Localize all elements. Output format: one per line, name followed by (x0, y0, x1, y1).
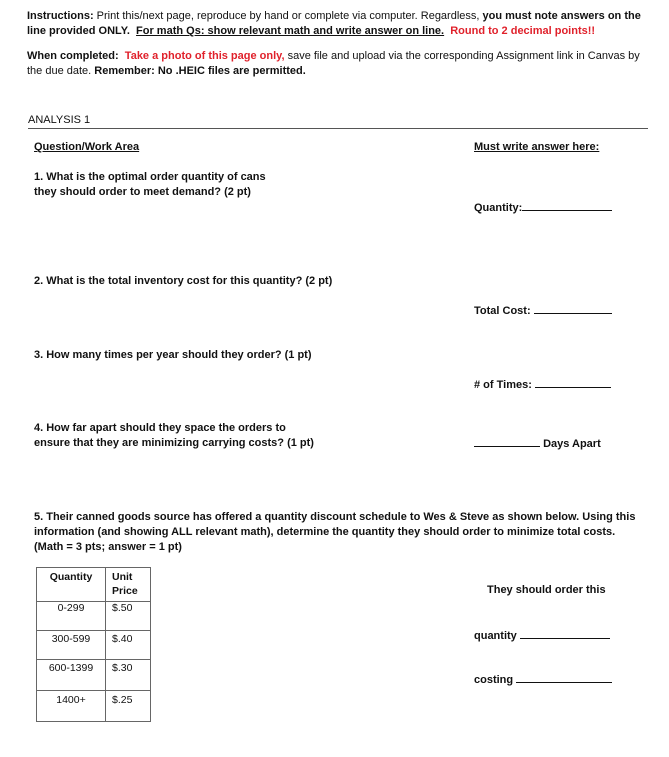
question-5-line-3: (Math = 3 pts; answer = 1 pt) (34, 541, 182, 553)
table-row (37, 660, 151, 691)
question-5-line-1: 5. Their canned goods source has offered a quantity discount schedule to Wes & Steve as shown below. Using this (34, 511, 636, 523)
table-header-row (37, 568, 151, 602)
times-label: # of Times: (474, 379, 532, 391)
quantity-cell: 300-599 (37, 631, 106, 660)
instructions-text: Print this/next page, reproduce by hand or complete via computer. Regardless, (93, 10, 483, 22)
unit-price-header (106, 568, 151, 602)
quantity-cell: 0-299 (37, 602, 106, 631)
answer-3 (474, 378, 611, 391)
days-apart-answer-line[interactable] (474, 437, 540, 447)
total-cost-label: Total Cost: (474, 305, 531, 317)
answer-area-header: Must write answer here: (474, 141, 600, 153)
answer-5-quantity-line[interactable] (520, 629, 610, 639)
question-1-line-1: 1. What is the optimal order quantity of cans (34, 171, 266, 183)
completed-text-2: the due date. (27, 65, 95, 77)
quantity-cell: 600-1399 (37, 660, 106, 691)
price-cell: $.50 (106, 602, 151, 631)
table-row (37, 691, 151, 722)
answer-5-intro: They should order this (487, 584, 606, 596)
instructions-line-2 (27, 25, 595, 37)
section-title: ANALYSIS 1 (28, 114, 91, 126)
instructions-label: Instructions: (27, 10, 94, 22)
quantity-header: Quantity (37, 568, 106, 602)
price-cell: $.40 (106, 631, 151, 660)
completed-line-2 (27, 65, 306, 77)
question-1-line-2: they should order to meet demand? (2 pt) (34, 186, 251, 198)
heic-warning: Remember: No .HEIC files are permitted. (94, 65, 306, 77)
answer-2 (474, 304, 612, 317)
section-divider (28, 128, 648, 129)
times-answer-line[interactable] (535, 378, 611, 388)
answer-4 (474, 437, 601, 450)
question-3: 3. How many times per year should they order? (1 pt) (34, 349, 312, 361)
instructions-bold: you must note answers on the (482, 10, 641, 22)
quantity-label: Quantity: (474, 202, 523, 214)
days-apart-label: Days Apart (543, 438, 601, 450)
work-area-header: Question/Work Area (34, 141, 140, 153)
rounding-instruction: Round to 2 decimal points!! (450, 25, 596, 37)
question-4-line-2: ensure that they are minimizing carrying costs? (1 pt) (34, 437, 314, 449)
answer-5-costing-line[interactable] (516, 673, 612, 683)
answer-1 (474, 201, 612, 214)
question-2: 2. What is the total inventory cost for this quantity? (2 pt) (34, 275, 333, 287)
unit-header-text: Unit (112, 571, 133, 583)
question-5-line-2: information (and showing ALL relevant math), determine the quantity they should order to minimize total costs. (34, 526, 616, 538)
instructions-line-1 (27, 10, 641, 22)
table-row (37, 631, 151, 660)
price-header-text: Price (112, 585, 138, 597)
table-row (37, 602, 151, 631)
answer-5-quantity-label: quantity (474, 630, 517, 642)
quantity-answer-line[interactable] (522, 201, 612, 211)
instructions-bold-2: line provided ONLY. (27, 25, 130, 37)
question-4-line-1: 4. How far apart should they space the orders to (34, 422, 286, 434)
completed-text: save file and upload via the corresponding Assignment link in Canvas by (284, 50, 640, 62)
answer-5-costing-label: costing (474, 674, 514, 686)
answer-5-costing (474, 673, 612, 686)
math-instruction: For math Qs: show relevant math and write answer on line. (136, 25, 445, 37)
answer-5-quantity (474, 629, 610, 642)
quantity-cell: 1400+ (37, 691, 106, 722)
completed-label: When completed: (27, 50, 119, 62)
total-cost-answer-line[interactable] (534, 304, 612, 314)
price-cell: $.30 (106, 660, 151, 691)
completed-line-1 (27, 50, 640, 62)
price-cell: $.25 (106, 691, 151, 722)
completed-red-text: Take a photo of this page only, (124, 50, 285, 62)
discount-schedule-table (36, 567, 151, 722)
